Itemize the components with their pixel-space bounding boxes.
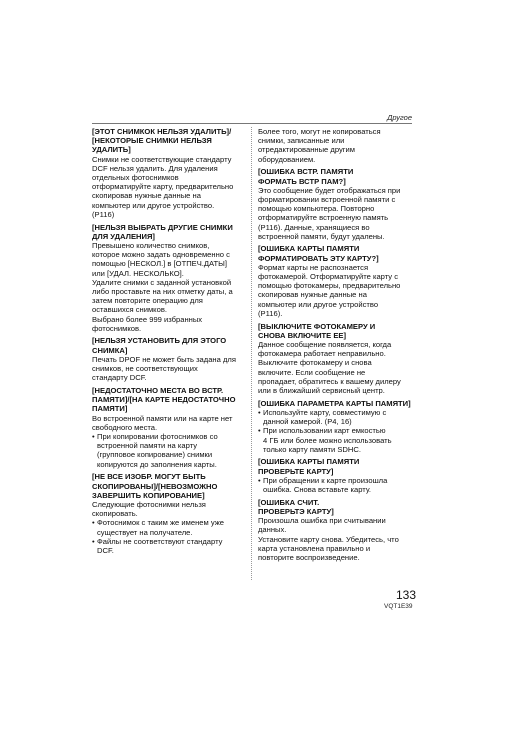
message-entry (258, 167, 412, 241)
message-entry (258, 244, 412, 318)
message-heading: [ОШИБКА КАРТЫ ПАМЯТИ ПРОВЕРЬТЕ КАРТУ] (258, 457, 360, 476)
message-text: Данное сообщение появляется, когда фотокамера работает неправильно. Выключите фотокамеру и снова включите. Если сообщение не пропадает, обратитесь к вашему дилеру или в ближайший сервисный центр. (258, 339, 401, 395)
message-text: Снимки не соответствующие стандарту DCF нельзя удалить. Для удаления отдельных фотоснимков отформатируйте карту, предварительно скопировав нужные данные на компьютер или другое устройство. (P116) (92, 154, 234, 219)
message-text: Следующие фотоснимки нельзя скопировать. (92, 499, 206, 519)
bullet-item (92, 518, 245, 536)
message-heading: [НЕ ВСЕ ИЗОБР. МОГУТ БЫТЬ СКОПИРОВАНЫ]/[НЕВОЗМОЖНО ЗАВЕРШИТЬ КОПИРОВАНИЕ] (92, 472, 218, 500)
bullet-text: Файлы не соответствуют стандарту DCF. (97, 536, 223, 555)
bullet-text: При использовании карт емкостью 4 ГБ или более можно использовать только карту памяти SDHC. (263, 426, 392, 454)
bullet-item (258, 426, 412, 454)
bullet-item (258, 408, 412, 426)
message-heading: [НЕДОСТАТОЧНО МЕСТА ВО ВСТР. ПАМЯТИ]/[НА КАРТЕ НЕДОСТАТОЧНО ПАМЯТИ] (92, 385, 236, 414)
message-heading: [НЕЛЬЗЯ УСТАНОВИТЬ ДЛЯ ЭТОГО СНИМКА] (92, 336, 227, 355)
doc-code: VQT1E39 (384, 603, 413, 610)
message-text: Произошла ошибка при считывании данных. Установите карту снова. Убедитесь, что карта установлена правильно и повторите воспроизведение. (258, 516, 399, 562)
right-column (258, 127, 412, 566)
bullet-icon: • (258, 407, 261, 417)
bullet-item (258, 476, 412, 494)
message-entry (92, 472, 245, 555)
message-text: Формат карты не распознается фотокамерой. Отформатируйте карту с помощью фотокамеры, предварительно скопировав нужные данные на компьютер или другое устройство (P116). (258, 262, 401, 318)
section-label: Другое (387, 113, 412, 122)
bullet-icon: • (258, 475, 261, 485)
message-text: Более того, могут не копироваться снимки, записанные или отредактированные другим оборудованием. (258, 127, 381, 164)
message-heading: [ВЫКЛЮЧИТЕ ФОТОКАМЕРУ И СНОВА ВКЛЮЧИТЕ ЕЕ] (258, 321, 376, 340)
message-entry (92, 386, 245, 469)
message-heading: [ОШИБКА СЧИТ. ПРОВЕРЬТЭ КАРТУ] (258, 497, 334, 516)
message-entry (92, 336, 245, 382)
message-entry (258, 399, 412, 454)
bullet-icon: • (92, 518, 95, 528)
message-entry (92, 223, 245, 333)
left-column (92, 127, 245, 559)
message-text: Превышено количество снимков, которое можно задать одновременно с помощью [НЕСКОЛ.] в [ОТПЕЧ.ДАТЫ] или [УДАЛ. НЕСКОЛЬКО]. Удалите снимки с заданной установкой либо проставьте на них отметку даты, а затем повторите операцию для оставшихся снимков. Выбрано более 999 избранных фотоснимков. (92, 240, 233, 333)
message-text: Во встроенной памяти или на карте нет свободного места. (92, 413, 233, 432)
header-rule (92, 123, 412, 124)
bullet-text: При копировании фотоснимков со встроенной памяти на карту (групповое копирование) снимки копируются до заполнения карты. (97, 432, 218, 469)
bullet-text: Фотоснимок с таким же именем уже существует на получателе. (97, 518, 225, 537)
bullet-icon: • (92, 432, 95, 441)
column-divider (251, 127, 252, 580)
message-heading: [ЭТОТ СНИМКОК НЕЛЬЗЯ УДАЛИТЬ]/ [НЕКОТОРЫЕ СНИМКИ НЕЛЬЗЯ УДАЛИТЬ] (92, 127, 232, 155)
message-heading: [НЕЛЬЗЯ ВЫБРАТЬ ДРУГИЕ СНИМКИ ДЛЯ УДАЛЕНИЯ] (92, 222, 233, 241)
bullet-text: Используйте карту, совместимую с данной камерой. (P4, 16) (263, 407, 387, 427)
bullet-text: При обращении к карте произошла ошибка. Снова вставьте карту. (263, 475, 388, 495)
message-text: Это сообщение будет отображаться при форматировании встроенной памяти с помощью компьютера. Повторно отформатируйте встроенную память (P116). Данные, хранящиеся во встроенной памяти, будут удалены. (258, 185, 401, 241)
message-entry (258, 322, 412, 396)
message-heading: [ОШИБКА ПАРАМЕТРА КАРТЫ ПАМЯТИ] (258, 398, 411, 408)
bullet-item (92, 432, 245, 469)
message-entry (92, 127, 245, 219)
message-entry (258, 457, 412, 494)
message-heading: [ОШИБКА КАРТЫ ПАМЯТИ ФОРМАТИРОВАТЬ ЭТУ КАРТУ?] (258, 244, 379, 263)
bullet-item (92, 537, 245, 555)
bullet-icon: • (258, 426, 261, 436)
message-heading: [ОШИБКА ВСТР. ПАМЯТИ ФОРМАТЬ ВСТР ПАМ?] (258, 167, 354, 186)
page-number: 133 (396, 588, 417, 602)
bullet-icon: • (92, 536, 95, 546)
message-entry (258, 498, 412, 562)
message-entry (258, 127, 412, 164)
message-text: Печать DPOF не может быть задана для снимков, не соответствующих стандарту DCF. (92, 354, 236, 383)
